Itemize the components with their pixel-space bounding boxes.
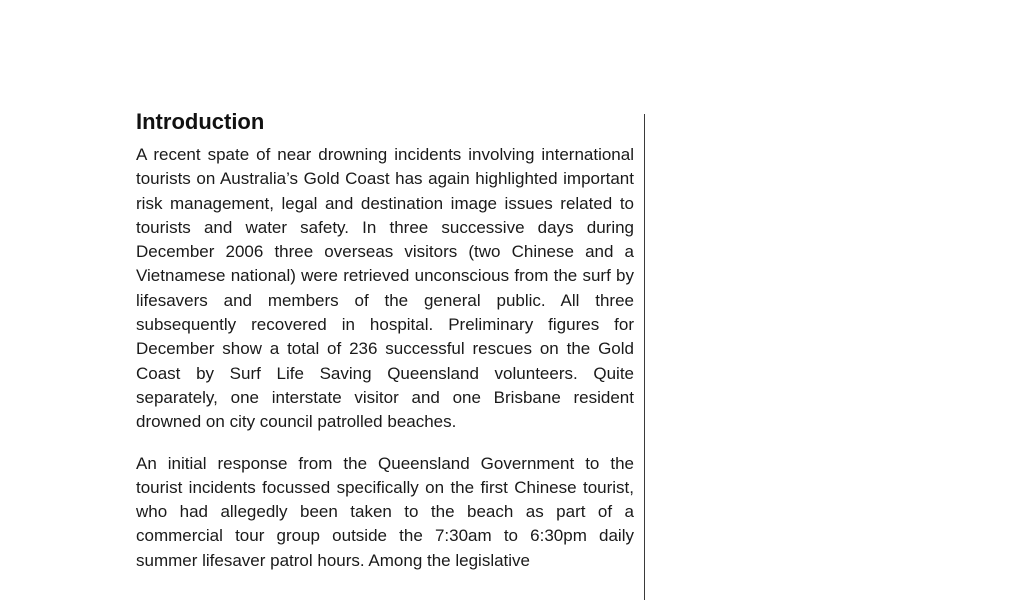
column-divider [644,114,645,600]
section-heading: Introduction [136,109,265,134]
body-paragraph-1: A recent spate of near drowning incidents involving international tourists on Australia’s Gold Coast has again highlighted important risk management, legal and destination image issues related to tourists and water safety. In three successive days during December 2006 three overseas visitors (two Chinese and a Vietnamese national) were retrieved unconscious from the surf by lifesavers and members of the general public. All three subsequently recovered in hospital. Preliminary figures for December show a total of 236 successful rescues on the Gold Coast by Surf Life Saving Queensland volunteers. Quite separately, one interstate visitor and one Brisbane resident drowned on city council patrolled beaches. [136,145,634,432]
body-paragraph-2: An initial response from the Queensland Government to the tourist incidents focussed specifically on the first Chinese tourist, who had allegedly been taken to the beach as part of a commercial tour group outside the 7:30am to 6:30pm daily summer lifesaver patrol hours. Among the legislative [136,453,634,570]
article-column [136,107,634,573]
